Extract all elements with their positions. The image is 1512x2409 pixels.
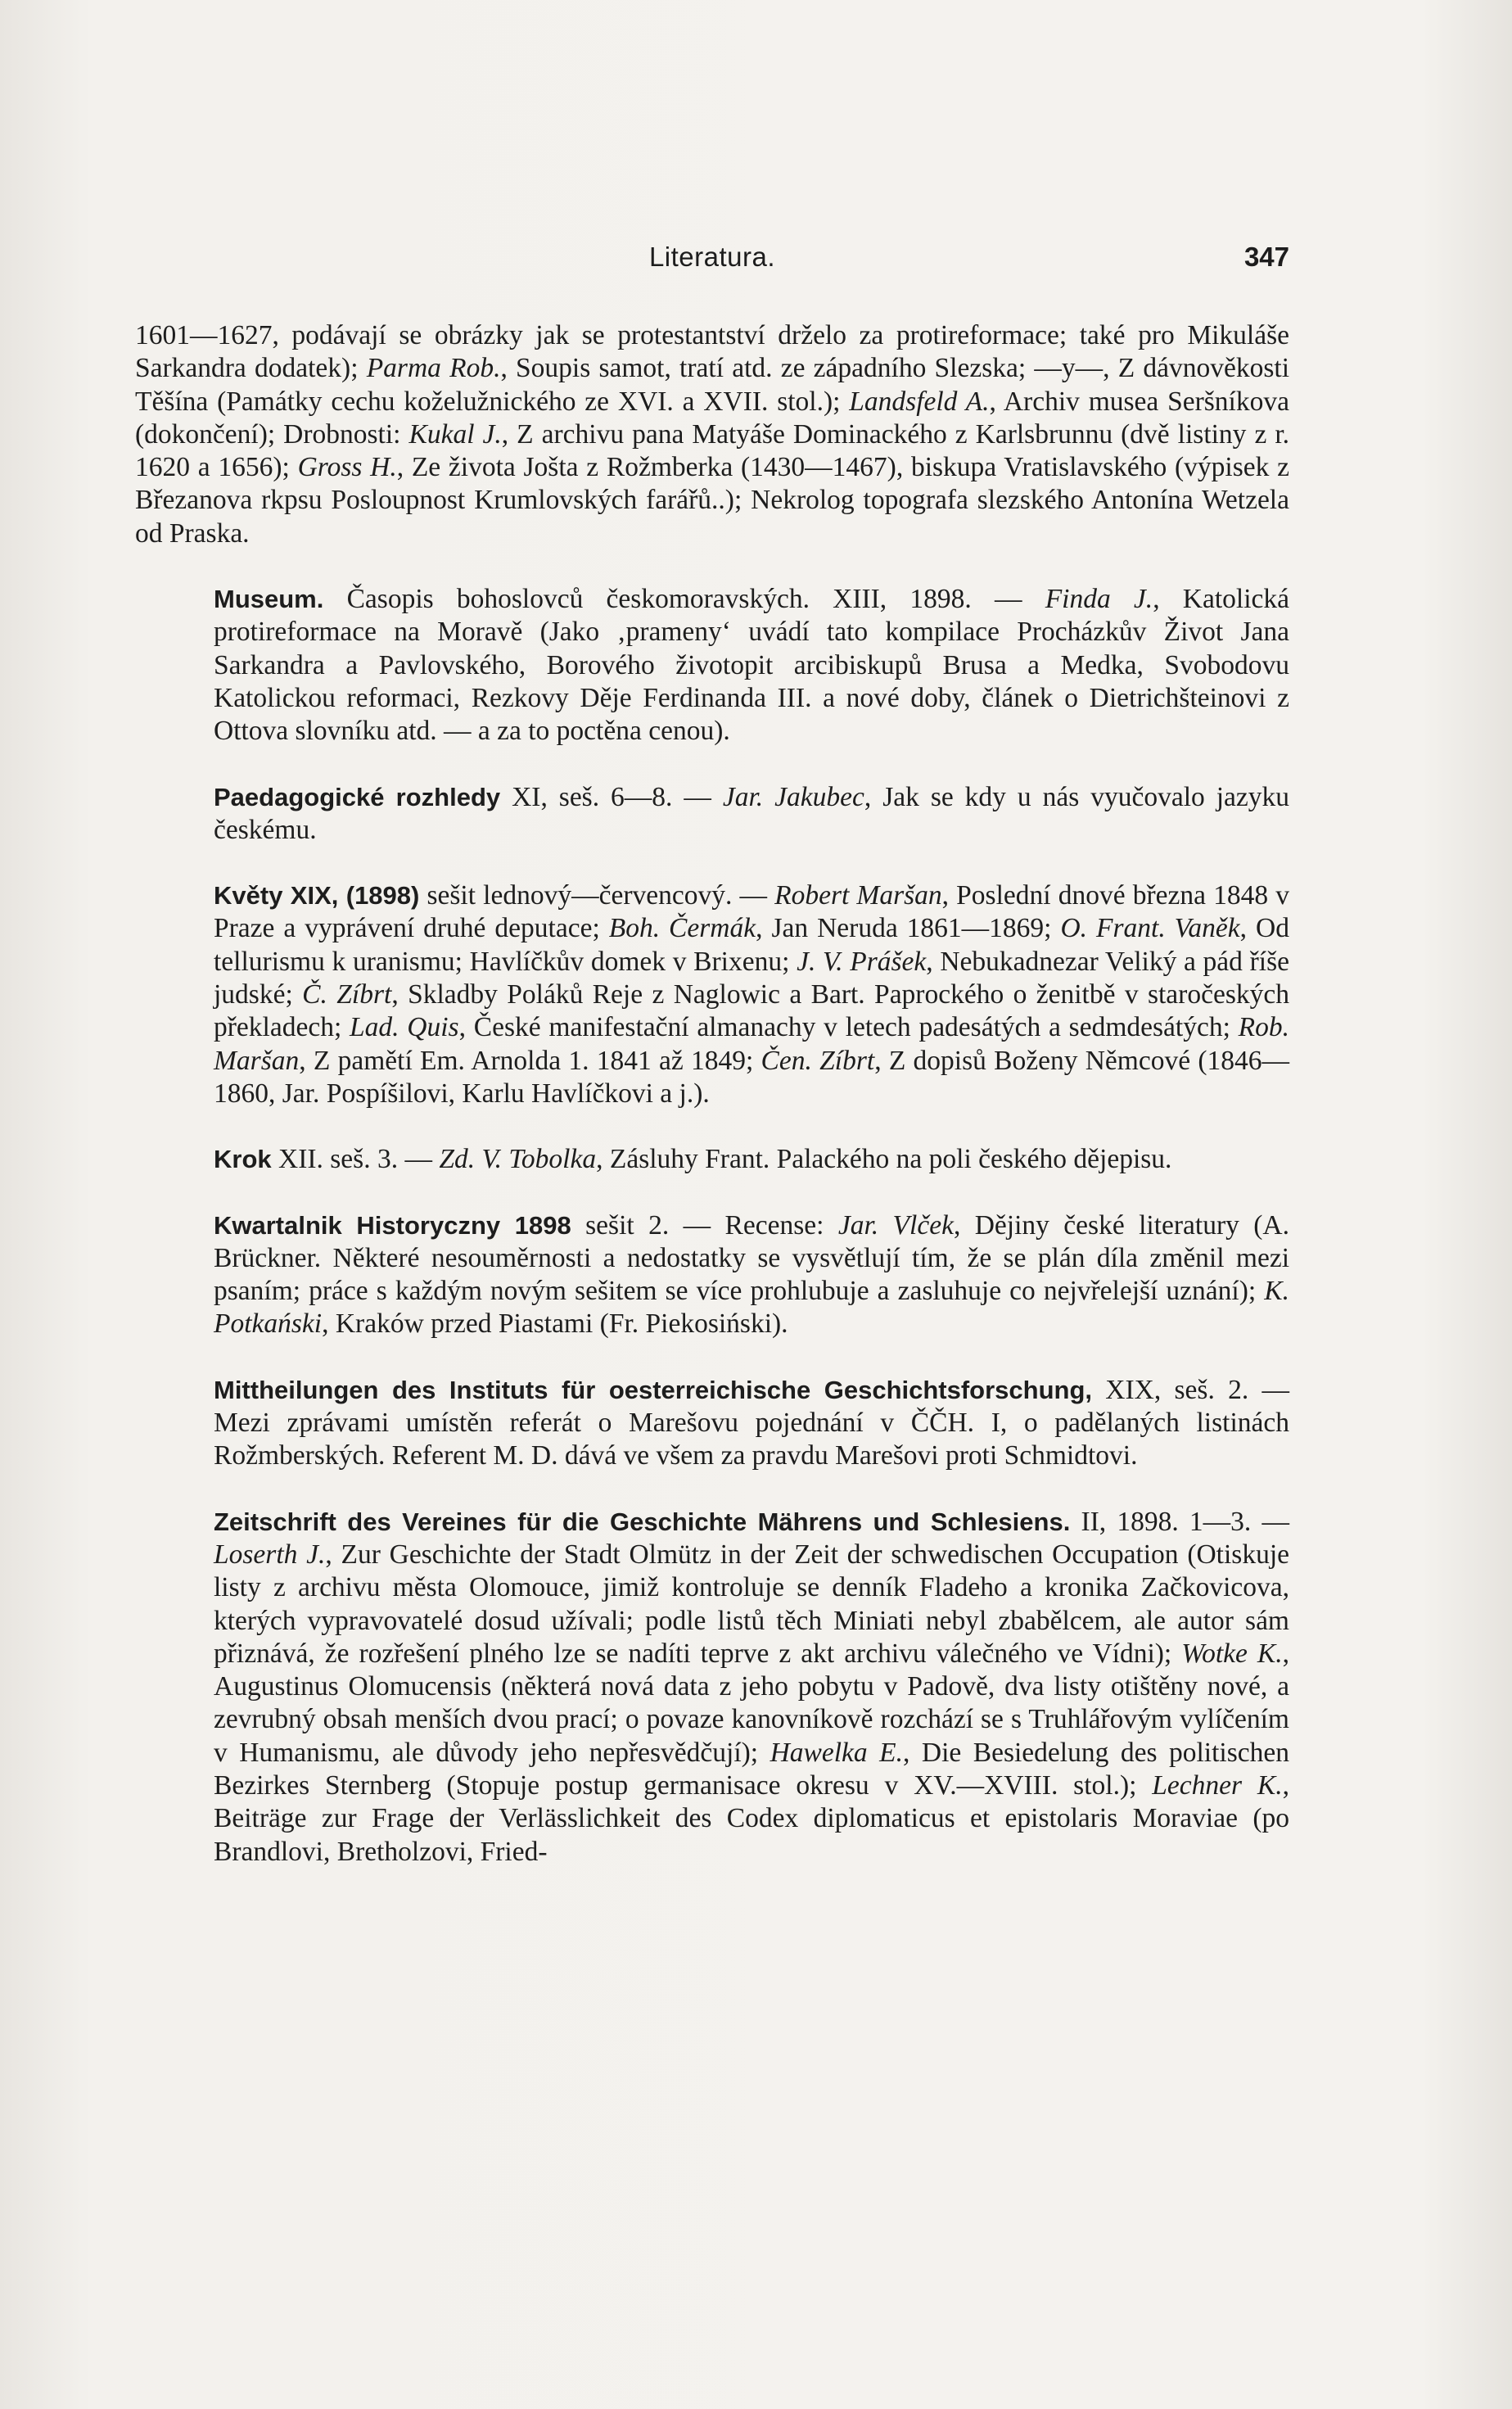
author-name: Čen. Zíbrt: [761, 1045, 875, 1076]
author-name: Zd. V. Tobolka: [439, 1144, 597, 1175]
text: , Archiv musea Seršníkova (dokončení); Drobnosti:: [135, 386, 1289, 450]
paragraph-continuation: [135, 319, 1289, 550]
author-name: Lad. Quis: [350, 1012, 459, 1043]
text: , Jan Neruda 1861—1869;: [756, 913, 1061, 944]
text: XII. seš. 3. —: [271, 1144, 440, 1175]
text: sešit 2. — Recense:: [571, 1209, 838, 1241]
journal-title: Museum.: [214, 585, 324, 614]
text: , Kraków przed Piastami (Fr. Piekosiński).: [322, 1308, 788, 1340]
author-name: Jar. Jakubec: [722, 781, 864, 812]
text: XI, seš. 6—8. —: [500, 781, 723, 812]
text: , Jak se kdy u nás vyučovalo jazyku českému.: [214, 781, 1290, 845]
text: , Ze života Jošta z Rožmberka (1430—1467), biskupa Vratislavského (výpisek z Březanova rkpsu Posloupnost Krumlovských farářů..); Nekrolog topografa slezského Antonína Wetzela od Praska.: [135, 452, 1289, 549]
author-name: Wotke K.: [1181, 1638, 1283, 1669]
author-name: Lechner K.: [1152, 1769, 1283, 1801]
text: , Die Besiedelung des politischen Bezirkes Sternberg (Stopuje postup germanisace okresu v XV.—XVIII. stol.);: [214, 1737, 1289, 1801]
text: , Augustinus Olomucensis (některá nová data z jeho pobytu v Padově, dva listy otištěny nové, a zevrubný obsah menších dvou prací; o povaze kanovníkově rozchází se s Truhlářovým vylíčením v Humanismu, ale důvody jeho nepřesvědčují);: [214, 1638, 1289, 1768]
author-name: Č. Zíbrt: [302, 979, 392, 1010]
entry-paedagogicke-rozhledy: [135, 781, 1289, 847]
author-name: O. Frant. Vaněk: [1060, 913, 1240, 944]
text: , Poslední dnové března 1848 v Praze a vyprávení druhé deputace;: [214, 880, 1289, 944]
author-name: Finda J.: [1045, 584, 1153, 615]
entry-museum: [135, 583, 1289, 748]
author-name: Gross H.: [297, 452, 397, 483]
author-name: Rob. Maršan: [214, 1012, 1290, 1076]
text: , Od tellurismu k uranismu; Havlíčkův domek v Brixenu;: [214, 913, 1289, 977]
journal-title: Mittheilungen des Instituts für oesterreichische Geschichtsforschung,: [214, 1375, 1093, 1404]
author-name: Loserth J.: [214, 1539, 326, 1570]
text: , Z dopisů Boženy Němcové (1846—1860, Jar. Pospíšilovi, Karlu Havlíčkovi a j.).: [214, 1045, 1290, 1109]
text: , Zur Geschichte der Stadt Olmütz in der Zeit der schwedischen Occupation (Otiskuje listy z archivu města Olomouce, jimiž kontroluje se denník Fladeho a kronika Začkovicova, kterých vypravovatelé dosud užívali; podle listů těch Miniati nebyl zbabělcem, ale autor sám přiznává, že rozřešení plného lze se nadíti teprve z akt archivu válečného ve Vídni);: [214, 1539, 1290, 1669]
author-name: Landsfeld A.: [849, 386, 990, 417]
text: , České manifestační almanachy v letech padesátých a sedmdesátých;: [458, 1012, 1239, 1043]
text: XIX, seš. 2. — Mezi zprávami umístěn referát o Marešovu pojednání v ČČH. I, o padělaných listinách Rožmberských. Referent M. D. dává ve všem za pravdu Marešovi proti Schmidtovi.: [214, 1374, 1289, 1471]
author-name: Parma Rob.: [366, 353, 501, 384]
text: Časopis bohoslovců českomoravských. XIII, 1898. —: [323, 584, 1045, 615]
text: , Z pamětí Em. Arnolda 1. 1841 až 1849;: [299, 1045, 761, 1076]
journal-title: Květy XIX, (1898): [214, 881, 420, 911]
entry-kvety: [135, 879, 1289, 1110]
journal-title: Kwartalnik Historyczny 1898: [214, 1210, 571, 1240]
text: , Skladby Poláků Reje z Naglowic a Bart. Paprockého o ženitbě v staročeských překladech;: [214, 979, 1289, 1043]
entry-mittheilungen: [135, 1374, 1289, 1473]
text: II, 1898. 1—3. —: [1070, 1506, 1289, 1537]
text: , Beiträge zur Frage der Verlässlichkeit des Codex diplomaticus et epistolaris Moraviae (po Brandlovi, Bretholzovi, Fried-: [214, 1769, 1289, 1867]
entry-zeitschrift: [135, 1506, 1289, 1869]
text: , Dějiny české literatury (A. Brückner. Některé nesouměrnosti a nedostatky se vysvětlují tím, že se plán díla změnil mezi psaním; práce s každým novým sešitem se více prohlubuje a zasluhuje co nejvřelejší uznání);: [214, 1209, 1289, 1307]
author-name: J. V. Prášek: [797, 946, 927, 977]
entry-kwartalnik-historyczny: [135, 1209, 1289, 1341]
text: sešit lednový—červencový. —: [419, 880, 775, 911]
author-name: Jar. Vlček: [837, 1209, 954, 1241]
page-header: [135, 242, 1289, 282]
text: , Nebukadnezar Veliký a pád říše judské;: [214, 946, 1289, 1010]
author-name: Boh. Čermák: [608, 913, 756, 944]
journal-title: Zeitschrift des Vereines für die Geschichte Mährens und Schlesiens.: [214, 1507, 1071, 1536]
running-head: Literatura.: [648, 242, 776, 272]
page-number: 347: [1243, 242, 1289, 272]
journal-title: Krok: [214, 1145, 272, 1174]
journal-title: Paedagogické rozhledy: [214, 782, 501, 811]
author-name: Hawelka E.: [770, 1737, 904, 1768]
page-body: [135, 319, 1289, 1901]
text: 1601—1627, podávají se obrázky jak se protestantství drželo za protireformace; také pro Mikuláše Sarkandra dodatek);: [135, 320, 1289, 384]
author-name: K. Potkański: [214, 1276, 1289, 1340]
author-name: Robert Maršan: [774, 880, 942, 911]
entry-krok: [135, 1143, 1289, 1176]
author-name: Kukal J.: [408, 418, 502, 450]
text: , Z archivu pana Matyáše Dominackého z Karlsbrunnu (dvě listiny z r. 1620 a 1656);: [135, 418, 1289, 483]
text: , Zásluhy Frant. Palackého na poli českého dějepisu.: [596, 1144, 1172, 1175]
text: , Katolická protireformace na Moravě (Jako ‚prameny‘ uvádí tato kompilace Procházkův Život Jana Sarkandra a Pavlovského, Borového životopit arcibiskupů Brusa a Medka, Svobodovu Katolickou reformaci, Rezkovy Děje Ferdinanda III. a nové doby, článek o Dietrichšteinovi z Ottova slovníku atd. — a za to poctěna cenou).: [214, 584, 1289, 747]
text: , Soupis samot, tratí atd. ze západního Slezska; —y—, Z dávnověkosti Těšína (Památky cechu koželužnického ze XVI. a XVII. stol.);: [135, 353, 1289, 417]
